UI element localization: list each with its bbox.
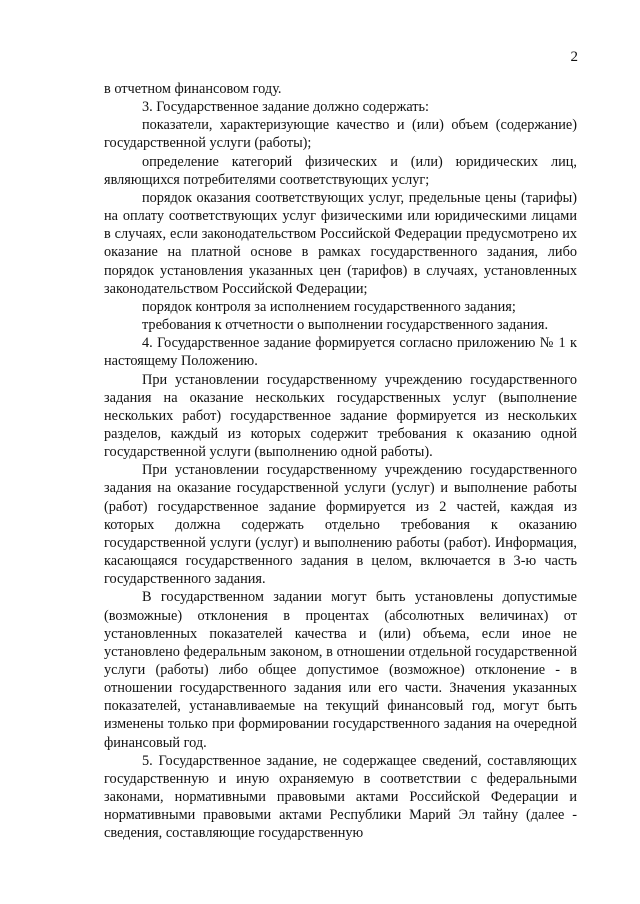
paragraph-consumer-categories: определение категорий физических и (или) юридических лиц, являющихся потребителями соответствующих услуг; — [104, 153, 577, 188]
paragraph-multiple-services: При установлении государственному учреждению государственного задания на оказание нескольких государственных услуг (выполнение нескольких работ) государственное задание формируется из нескольких разделов, каждый из которых содержит требования к оказанию одной государственной услуги (выполнению одной работы). — [104, 371, 577, 461]
page-number: 2 — [570, 49, 578, 65]
document-body — [104, 80, 577, 843]
paragraph-service-procedure: порядок оказания соответствующих услуг, предельные цены (тарифы) на оплату соответствующих услуг физическими или юридическими лицами в случаях, если законодательством Российской Федерации предусмотрено их оказание на платной основе в рамках государственного задания, либо порядок установления указанных цен (тарифов) в случаях, установленных законодательством Российской Федерации; — [104, 189, 577, 297]
paragraph-item-4: 4. Государственное задание формируется согласно приложению № 1 к настоящему Положению. — [104, 335, 577, 370]
paragraph-services-and-works: При установлении государственному учреждению государственного задания на оказание государственной услуги (услуг) и выполнение работы (работ) государственное задание формируется из 2 частей, каждая из которых должна содержать отдельно требования к оказанию государственной услуги (услуг) и выполнению работы (работ). Информация, касающаяся государственного задания в целом, включается в 3-ю часть государственного задания. — [104, 462, 577, 588]
paragraph-deviations: В государственном задании могут быть установлены допустимые (возможные) отклонения в процентах (абсолютных величинах) от установленных показателей качества и (или) объема, если иное не установлено федеральным законом, в отношении отдельной государственной услуги (работы) либо общее допустимое (возможное) отклонение - в отношении государственного задания или его части. Значения указанных показателей, устанавливаемые на текущий финансовый год, могут быть изменены только при формировании государственного задания на очередной финансовый год. — [104, 589, 577, 751]
paragraph-item-3: 3. Государственное задание должно содержать: — [142, 99, 430, 116]
paragraph-item-5: 5. Государственное задание, не содержащее сведений, составляющих государственную и иную охраняемую в соответствии с федеральными законами, нормативными правовыми актами Российской Федерации и нормативными правовыми актами Республики Марий Эл тайну (далее - сведения, составляющие государственную — [104, 752, 577, 842]
paragraph-control-procedure: порядок контроля за исполнением государственного задания; — [142, 298, 516, 315]
paragraph-reporting-requirements: требования к отчетности о выполнении государственного задания. — [142, 317, 549, 334]
paragraph-indicators: показатели, характеризующие качество и (или) объем (содержание) государственной услуги (работы); — [104, 117, 577, 152]
paragraph-continuation: в отчетном финансовом году. — [104, 81, 282, 97]
